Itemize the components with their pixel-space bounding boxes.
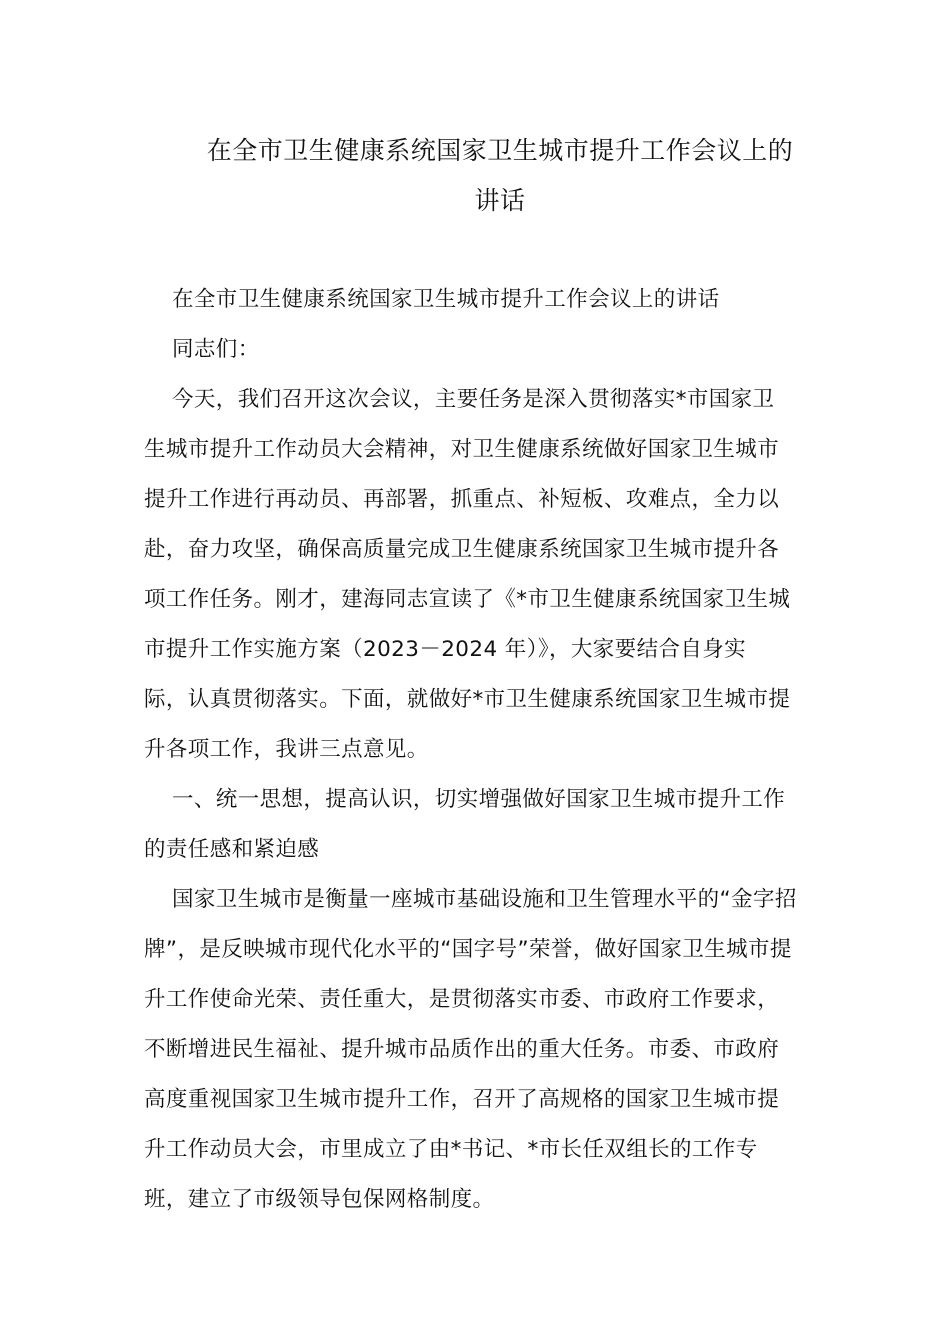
- section-heading-line: 的责任感和紧迫感: [144, 837, 320, 862]
- paragraph-line: 升工作动员大会，市里成立了由*书记、*市长任双组长的工作专: [144, 1137, 758, 1162]
- paragraph-line: 赴，奋力攻坚，确保高质量完成卫生健康系统国家卫生城市提升各: [144, 537, 780, 562]
- document-title-line-1: 在全市卫生健康系统国家卫生城市提升工作会议上的: [206, 136, 794, 165]
- paragraph-line: 国家卫生城市是衡量一座城市基础设施和卫生管理水平的“金字招: [172, 887, 797, 912]
- paragraph-line: 升工作使命光荣、责任重大，是贯彻落实市委、市政府工作要求，: [144, 987, 780, 1012]
- paragraph-line: 班，建立了市级领导包保网格制度。: [144, 1187, 495, 1212]
- paragraph-line: 提升工作进行再动员、再部署，抓重点、补短板、攻难点，全力以: [144, 487, 780, 512]
- document-subtitle: 在全市卫生健康系统国家卫生城市提升工作会议上的讲话: [172, 287, 720, 312]
- paragraph-line: 项工作任务。刚才，建海同志宣读了《*市卫生健康系统国家卫生城: [144, 587, 791, 612]
- section-heading-line: 一、统一思想，提高认识，切实增强做好国家卫生城市提升工作: [172, 787, 786, 812]
- paragraph-line: 不断增进民生福祉、提升城市品质作出的重大任务。市委、市政府: [144, 1037, 780, 1062]
- salutation: 同志们：: [172, 337, 260, 362]
- paragraph-line: 市提升工作实施方案（2023－2024 年）》，大家要结合自身实: [144, 637, 747, 662]
- paragraph-line: 际，认真贯彻落实。下面，就做好*市卫生健康系统国家卫生城市提: [144, 687, 791, 712]
- document-title-line-2: 讲话: [474, 186, 526, 215]
- paragraph-line: 高度重视国家卫生城市提升工作，召开了高规格的国家卫生城市提: [144, 1087, 780, 1112]
- paragraph-line: 牌”，是反映城市现代化水平的“国字号”荣誉，做好国家卫生城市提: [144, 937, 792, 962]
- paragraph-line: 生城市提升工作动员大会精神，对卫生健康系统做好国家卫生城市: [144, 437, 780, 462]
- paragraph-line: 升各项工作，我讲三点意见。: [144, 737, 429, 762]
- paragraph-line: 今天，我们召开这次会议，主要任务是深入贯彻落实*市国家卫: [172, 387, 775, 412]
